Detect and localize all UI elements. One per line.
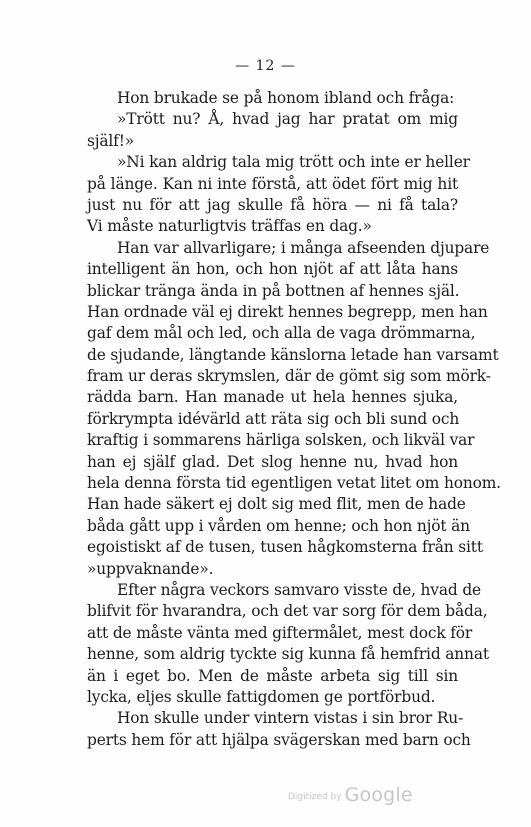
text-line: »uppvaknande». [87, 559, 214, 578]
text-line: än i eget bo. Men de måste arbeta sig till sin [87, 666, 458, 685]
text-line: hela denna första tid egentligen vetat litet om honom. [87, 474, 501, 493]
text-line: att de måste vänta med giftermålet, mest dock för [87, 623, 473, 642]
text-line: blickar tränga ända in på bottnen af hennes själ. [87, 281, 460, 300]
google-logo: Google [344, 784, 413, 806]
digitized-by-google-watermark [288, 784, 413, 806]
text-line: just nu för att jag skulle få höra — ni få tala? [87, 195, 458, 214]
text-line: kraftig i sommarens härliga solsken, och likväl var [87, 431, 475, 450]
text-line: intelligent än hon, och hon njöt af att låta hans [87, 260, 458, 279]
text-line: »Ni kan aldrig tala mig trött och inte er heller [117, 153, 470, 172]
text-line: »Trött nu? Å, hvad jag har pratat om mig [117, 110, 458, 129]
text-line: båda gått upp i vården om henne; och hon njöt än [87, 516, 470, 535]
text-line: rädda barn. Han manade ut hela hennes sjuka, [87, 388, 458, 407]
text-line: fram ur deras skrymslen, där de gömt sig som mörk- [87, 367, 491, 386]
text-line: egoistiskt af de tusen, tusen hågkomsterna från sitt [87, 538, 483, 557]
text-line: perts hem för att hjälpa svägerskan med barn och [87, 730, 471, 749]
text-line: på länge. Kan ni inte förstå, att ödet fört mig hit [87, 174, 458, 193]
text-line: henne, som aldrig tyckte sig kunna få hemfrid annat [87, 645, 489, 664]
text-line: Vi måste naturligtvis träffas en dag.» [87, 217, 372, 236]
text-line: förkrympta idévärld att räta sig och bli sund och [87, 409, 460, 428]
text-line: Han var allvarligare; i många afseenden djupare [117, 238, 490, 257]
text-line: Han hade säkert ej dolt sig med flit, men de hade [87, 495, 466, 514]
text-line: Hon skulle under vintern vistas i sin bror Ru- [117, 709, 464, 728]
text-line: själf!» [87, 131, 135, 150]
text-line: gaf dem mål och led, och alla de vaga drömmarna, [87, 324, 476, 343]
text-line: han ej själf glad. Det slog henne nu, hvad hon [87, 452, 458, 471]
watermark-prefix: Digitized by [288, 792, 342, 802]
text-line: Efter några veckors samvaro visste de, hvad de [117, 580, 481, 599]
text-line: blifvit för hvarandra, och det var sorg för dem båda, [87, 602, 488, 621]
text-line: Hon brukade se på honom ibland och fråga: [117, 89, 455, 107]
text-line: de sjudande, längtande känslorna letade han varsamt [87, 345, 499, 364]
page-number: — 12 — [235, 58, 296, 74]
body-text [87, 88, 501, 751]
text-line: lycka, eljes skulle fattigdomen ge portförbud. [87, 687, 436, 706]
text-line: Han ordnade väl ej direkt hennes begrepp, men han [87, 302, 488, 321]
